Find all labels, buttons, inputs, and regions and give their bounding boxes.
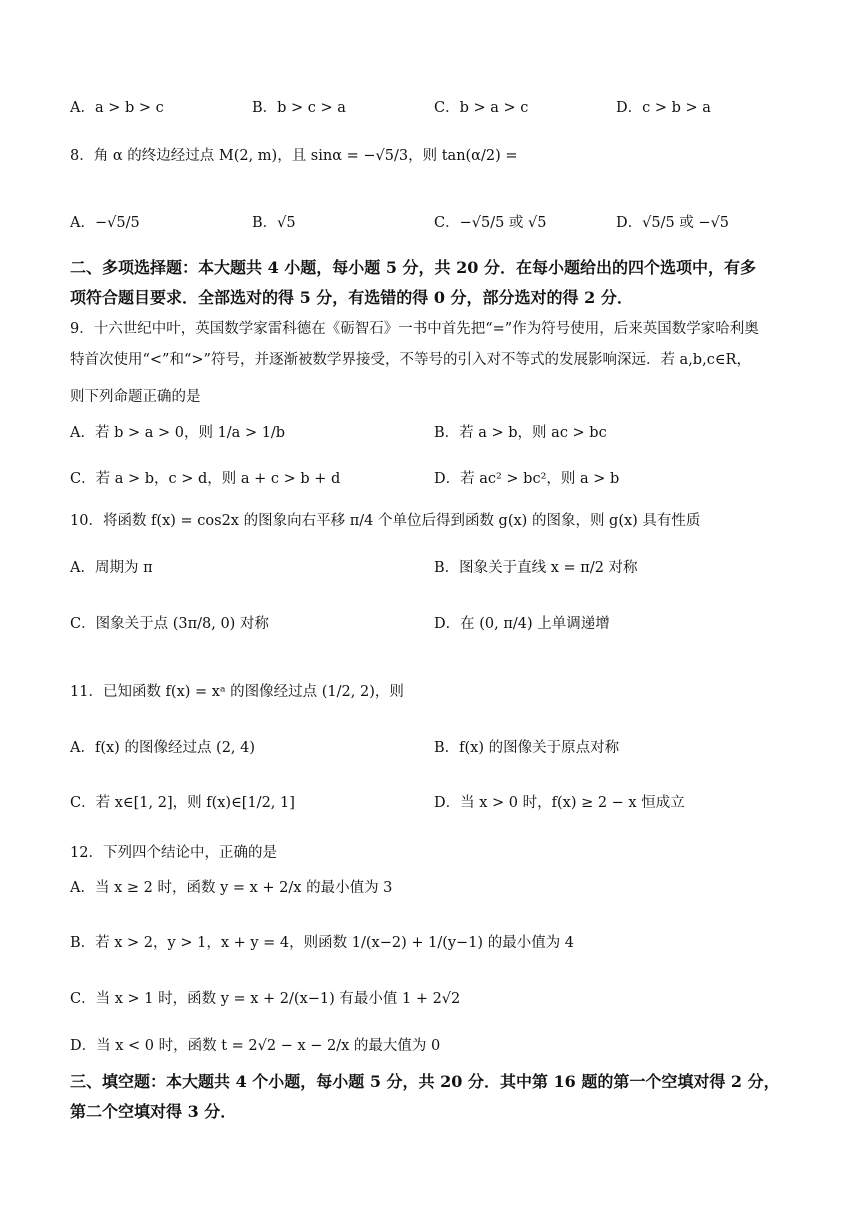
q8-option-a: A．−√5/5	[70, 215, 140, 231]
q12-option-b: B．若 x > 2，y > 1，x + y = 4，则函数 1/(x−2) + 1/(y−1) 的最小值为 4	[70, 935, 575, 951]
q7-option-c: C．b > a > c	[434, 100, 529, 116]
q9-stem-line2: 特首次使用“<”和“>”符号，并逐渐被数学界接受，不等号的引入对不等式的发展影响深远．若 a,b,c∈R，	[70, 352, 751, 368]
q11-stem: 11．已知函数 f(x) = xᵃ 的图像经过点 (1/2, 2)，则	[70, 684, 404, 700]
q9-option-a: A．若 b > a > 0，则 1/a > 1/b	[70, 425, 286, 441]
q8-option-b: B．√5	[252, 215, 296, 231]
q8-option-d: D．√5/5 或 −√5	[616, 215, 730, 231]
q12-option-c: C．当 x > 1 时，函数 y = x + 2/(x−1) 有最小值 1 + 2√2	[70, 991, 461, 1007]
q9-option-c: C．若 a > b，c > d，则 a + c > b + d	[70, 471, 341, 487]
q9-stem-line1: 9．十六世纪中叶，英国数学家雷科德在《砺智石》一书中首先把“=”作为符号使用，后来英国数学家哈利奥	[70, 321, 759, 337]
q9-option-b: B．若 a > b，则 ac > bc	[434, 425, 607, 441]
q10-option-a: A．周期为 π	[70, 560, 153, 576]
q8-stem: 8．角 α 的终边经过点 M(2, m)，且 sinα = −√5/3，则 tan(α/2) =	[70, 148, 518, 164]
q12-stem: 12．下列四个结论中，正确的是	[70, 845, 277, 861]
q7-option-d: D．c > b > a	[616, 100, 711, 116]
section3-heading-line1: 三、填空题：本大题共 4 个小题，每小题 5 分，共 20 分．其中第 16 题的第一个空填对得 2 分，	[70, 1072, 780, 1091]
q10-stem: 10．将函数 f(x) = cos2x 的图象向右平移 π/4 个单位后得到函数 g(x) 的图象，则 g(x) 具有性质	[70, 513, 701, 529]
q11-option-b: B．f(x) 的图像关于原点对称	[434, 740, 620, 756]
q10-option-b: B．图象关于直线 x = π/2 对称	[434, 560, 638, 576]
q7-option-a: A．a > b > c	[70, 100, 164, 116]
section2-heading-line2: 项符合题目要求．全部选对的得 5 分，有选错的得 0 分，部分选对的得 2 分．	[70, 288, 633, 307]
q12-option-d: D．当 x < 0 时，函数 t = 2√2 − x − 2/x 的最大值为 0	[70, 1038, 441, 1054]
q9-stem-line3: 则下列命题正确的是	[70, 389, 201, 405]
q7-option-b: B．b > c > a	[252, 100, 346, 116]
q12-option-a: A．当 x ≥ 2 时，函数 y = x + 2/x 的最小值为 3	[70, 880, 393, 896]
q10-option-d: D．在 (0, π/4) 上单调递增	[434, 616, 610, 632]
section3-heading-line2: 第二个空填对得 3 分．	[70, 1102, 237, 1121]
section2-heading-line1: 二、多项选择题：本大题共 4 小题，每小题 5 分，共 20 分．在每小题给出的四个选项中，有多	[70, 258, 756, 277]
q9-option-d: D．若 ac² > bc²，则 a > b	[434, 471, 620, 487]
q11-option-d: D．当 x > 0 时，f(x) ≥ 2 − x 恒成立	[434, 795, 685, 811]
q11-option-c: C．若 x∈[1, 2]，则 f(x)∈[1/2, 1]	[70, 795, 295, 811]
q10-option-c: C．图象关于点 (3π/8, 0) 对称	[70, 616, 269, 632]
q11-option-a: A．f(x) 的图像经过点 (2, 4)	[70, 740, 256, 756]
q8-option-c: C．−√5/5 或 √5	[434, 215, 547, 231]
